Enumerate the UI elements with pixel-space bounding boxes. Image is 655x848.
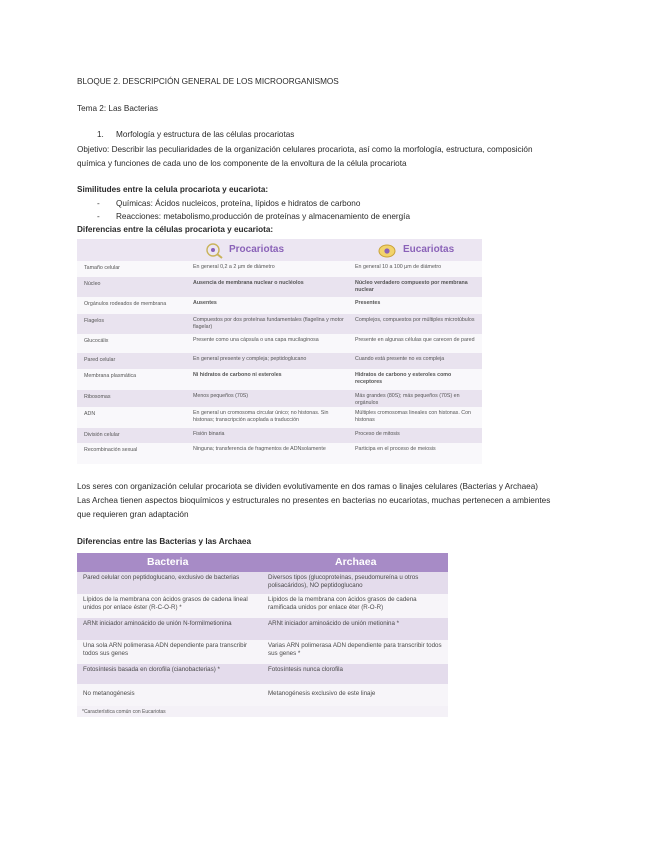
euk-cell: Cuando está presente no es compleja bbox=[355, 356, 445, 362]
euk-cell: Más grandes (80S); más pequeños (70S) en orgánulos bbox=[355, 393, 460, 406]
table-footnote: *Característica común con Eucariotas bbox=[82, 709, 166, 715]
prok-cell: Menos pequeños (70S) bbox=[193, 393, 249, 399]
euk-cell: Múltiples cromosomas lineales con histonas. Con histonas bbox=[355, 410, 471, 423]
bullet-marker: - bbox=[97, 199, 100, 208]
table-row bbox=[77, 297, 482, 314]
table-row bbox=[77, 664, 448, 684]
table-row bbox=[77, 428, 482, 443]
paragraph-line-3: que requieren gran adaptación bbox=[77, 510, 189, 519]
table-row bbox=[77, 390, 482, 407]
feature-cell: Tamaño celular bbox=[84, 265, 120, 271]
block-title: BLOQUE 2. DESCRIPCIÓN GENERAL DE LOS MICROORGANISMOS bbox=[77, 77, 339, 86]
table-row bbox=[77, 369, 482, 390]
feature-cell: Recombinación sexual bbox=[84, 447, 138, 453]
table-row bbox=[77, 261, 482, 277]
euk-cell: Complejos, compuestos por múltiples microtúbulos bbox=[355, 317, 475, 323]
table-row bbox=[77, 353, 482, 369]
objective-line-2: química y funciones de cada uno de los componente de la envoltura de la célula procariota bbox=[77, 159, 407, 168]
similarity-item: Reacciones: metabolismo,producción de proteínas y almacenamiento de energía bbox=[116, 212, 411, 221]
archaea-cell: Metanogénesis exclusivo de este linaje bbox=[268, 690, 376, 697]
euk-cell: Hidratos de carbono y esteroles como receptores bbox=[355, 372, 452, 385]
similarities-heading: Similitudes entre la celula procariota y eucariota: bbox=[77, 185, 269, 194]
table-row bbox=[77, 640, 448, 664]
euk-cell: En general 10 a 100 µm de diámetro bbox=[355, 264, 442, 270]
euk-cell: Núcleo verdadero compuesto por membrana nuclear bbox=[355, 280, 468, 293]
table-row bbox=[77, 572, 448, 594]
table-row bbox=[77, 277, 482, 297]
feature-cell: Pared celular bbox=[84, 357, 116, 363]
archaea-cell: Fotosíntesis nunca clorofila bbox=[268, 666, 343, 673]
feature-cell: Orgánulos rodeados de membrana bbox=[84, 301, 167, 307]
feature-cell: Núcleo bbox=[84, 281, 101, 287]
table-row bbox=[77, 684, 448, 706]
feature-cell: ADN bbox=[84, 411, 96, 417]
table-row bbox=[77, 618, 448, 640]
prok-cell: En general 0,2 a 2 µm de diámetro bbox=[193, 264, 275, 270]
table-row bbox=[77, 443, 482, 464]
eucariotas-title: Eucariotas bbox=[403, 244, 455, 255]
bacteria-title: Bacteria bbox=[147, 556, 189, 568]
similarity-item: Químicas: Ácidos nucleicos, proteína, lípidos e hidratos de carbono bbox=[116, 199, 361, 208]
prok-cell: Compuestos por dos proteínas fundamentales (flagelina y motor flagelar) bbox=[193, 317, 344, 330]
section-title: Morfología y estructura de las células procariotas bbox=[116, 130, 295, 139]
section-number: 1. bbox=[97, 130, 104, 139]
bullet-marker: - bbox=[97, 212, 100, 221]
feature-cell: Membrana plasmática bbox=[84, 373, 137, 379]
archaea-title: Archaea bbox=[335, 556, 377, 568]
feature-cell: Flagelos bbox=[84, 318, 105, 324]
prok-cell: Ninguna; transferencia de fragmentos de ADNsolamente bbox=[193, 446, 326, 452]
euk-cell: Presente en algunas células que carecen de pared bbox=[355, 337, 475, 343]
archaea-cell: Varias ARN polimerasa ADN dependiente para transcribir todos sus genes * bbox=[268, 642, 442, 657]
paragraph-line-1: Los seres con organización celular procariota se dividen evolutivamente en dos ramas o linajes celulares (Bacterias y Archaea) bbox=[77, 482, 539, 491]
feature-cell: Ribosomas bbox=[84, 394, 111, 400]
bacteria-cell: ARNt iniciador aminoácido de unión N-formilmetionina bbox=[83, 620, 232, 627]
euk-cell: Presentes bbox=[355, 300, 381, 306]
prok-cell: En general un cromosoma circular único; no histonas. Sin histonas; transcripción acoplada a traducción bbox=[193, 410, 329, 423]
feature-cell: Glucocálix bbox=[84, 338, 109, 344]
archaea-cell: Lípidos de la membrana con ácidos grasos de cadena ramificada unidos por enlace éter (R-O-R) bbox=[268, 596, 417, 611]
paragraph-line-2: Las Archea tienen aspectos bioquímicos y estructurales no presentes en bacterias no eucariotas, muchas pertenecen a ambientes bbox=[77, 496, 551, 505]
archaea-cell: ARNt iniciador aminoácido de unión metionina * bbox=[268, 620, 400, 627]
euk-cell: Participa en el proceso de meiosis bbox=[355, 446, 436, 452]
bacteria-cell: No metanogénesis bbox=[83, 690, 135, 697]
table-row bbox=[77, 314, 482, 334]
procariotas-title: Procariotas bbox=[229, 244, 285, 255]
bacteria-cell: Pared celular con peptidoglucano, exclusivo de bacterias bbox=[83, 574, 240, 581]
table-row bbox=[77, 334, 482, 353]
prok-cell: Fisión binaria bbox=[193, 431, 225, 437]
archaea-heading: Diferencias entre las Bacterias y las Archaea bbox=[77, 537, 252, 546]
microscope-icon bbox=[205, 241, 223, 259]
prok-cell: En general presente y compleja; peptidoglucano bbox=[193, 356, 307, 362]
objective-line-1: Objetivo: Describir las peculiaridades de la organización celulares procariota, así como la morfología, estructura, composición bbox=[77, 145, 533, 154]
feature-cell: División celular bbox=[84, 432, 120, 438]
table-row bbox=[77, 594, 448, 618]
euk-cell: Proceso de mitosis bbox=[355, 431, 400, 437]
table-header bbox=[77, 239, 482, 261]
cell-icon bbox=[377, 241, 397, 259]
bacteria-cell: Lípidos de la membrana con ácidos grasos de cadena lineal unidos por enlace éster (R-C-O-R) * bbox=[83, 596, 248, 611]
prok-cell: Ni hidratos de carbono ni esteroles bbox=[193, 372, 282, 378]
bacteria-cell: Fotosíntesis basada en clorofila (cianobacterias) * bbox=[83, 666, 220, 673]
bacteria-cell: Una sola ARN polimerasa ADN dependiente para transcribir todos sus genes bbox=[83, 642, 248, 657]
prok-euk-table bbox=[77, 239, 482, 464]
bacteria-archaea-table bbox=[77, 553, 448, 717]
prok-cell: Presente como una cápsula o una capa mucilaginosa bbox=[193, 337, 319, 343]
topic-title: Tema 2: Las Bacterias bbox=[77, 104, 159, 113]
prok-cell: Ausentes bbox=[193, 300, 217, 306]
table-row bbox=[77, 407, 482, 428]
prok-cell: Ausencia de membrana nuclear o nucléolos bbox=[193, 280, 304, 286]
table-header bbox=[77, 553, 448, 572]
differences-heading: Diferencias entre la células procariota y eucariota: bbox=[77, 225, 274, 234]
archaea-cell: Diversos tipos (glucoproteínas, pseudomureína u otros polisacáridos), NO peptidoglucano bbox=[268, 574, 419, 589]
